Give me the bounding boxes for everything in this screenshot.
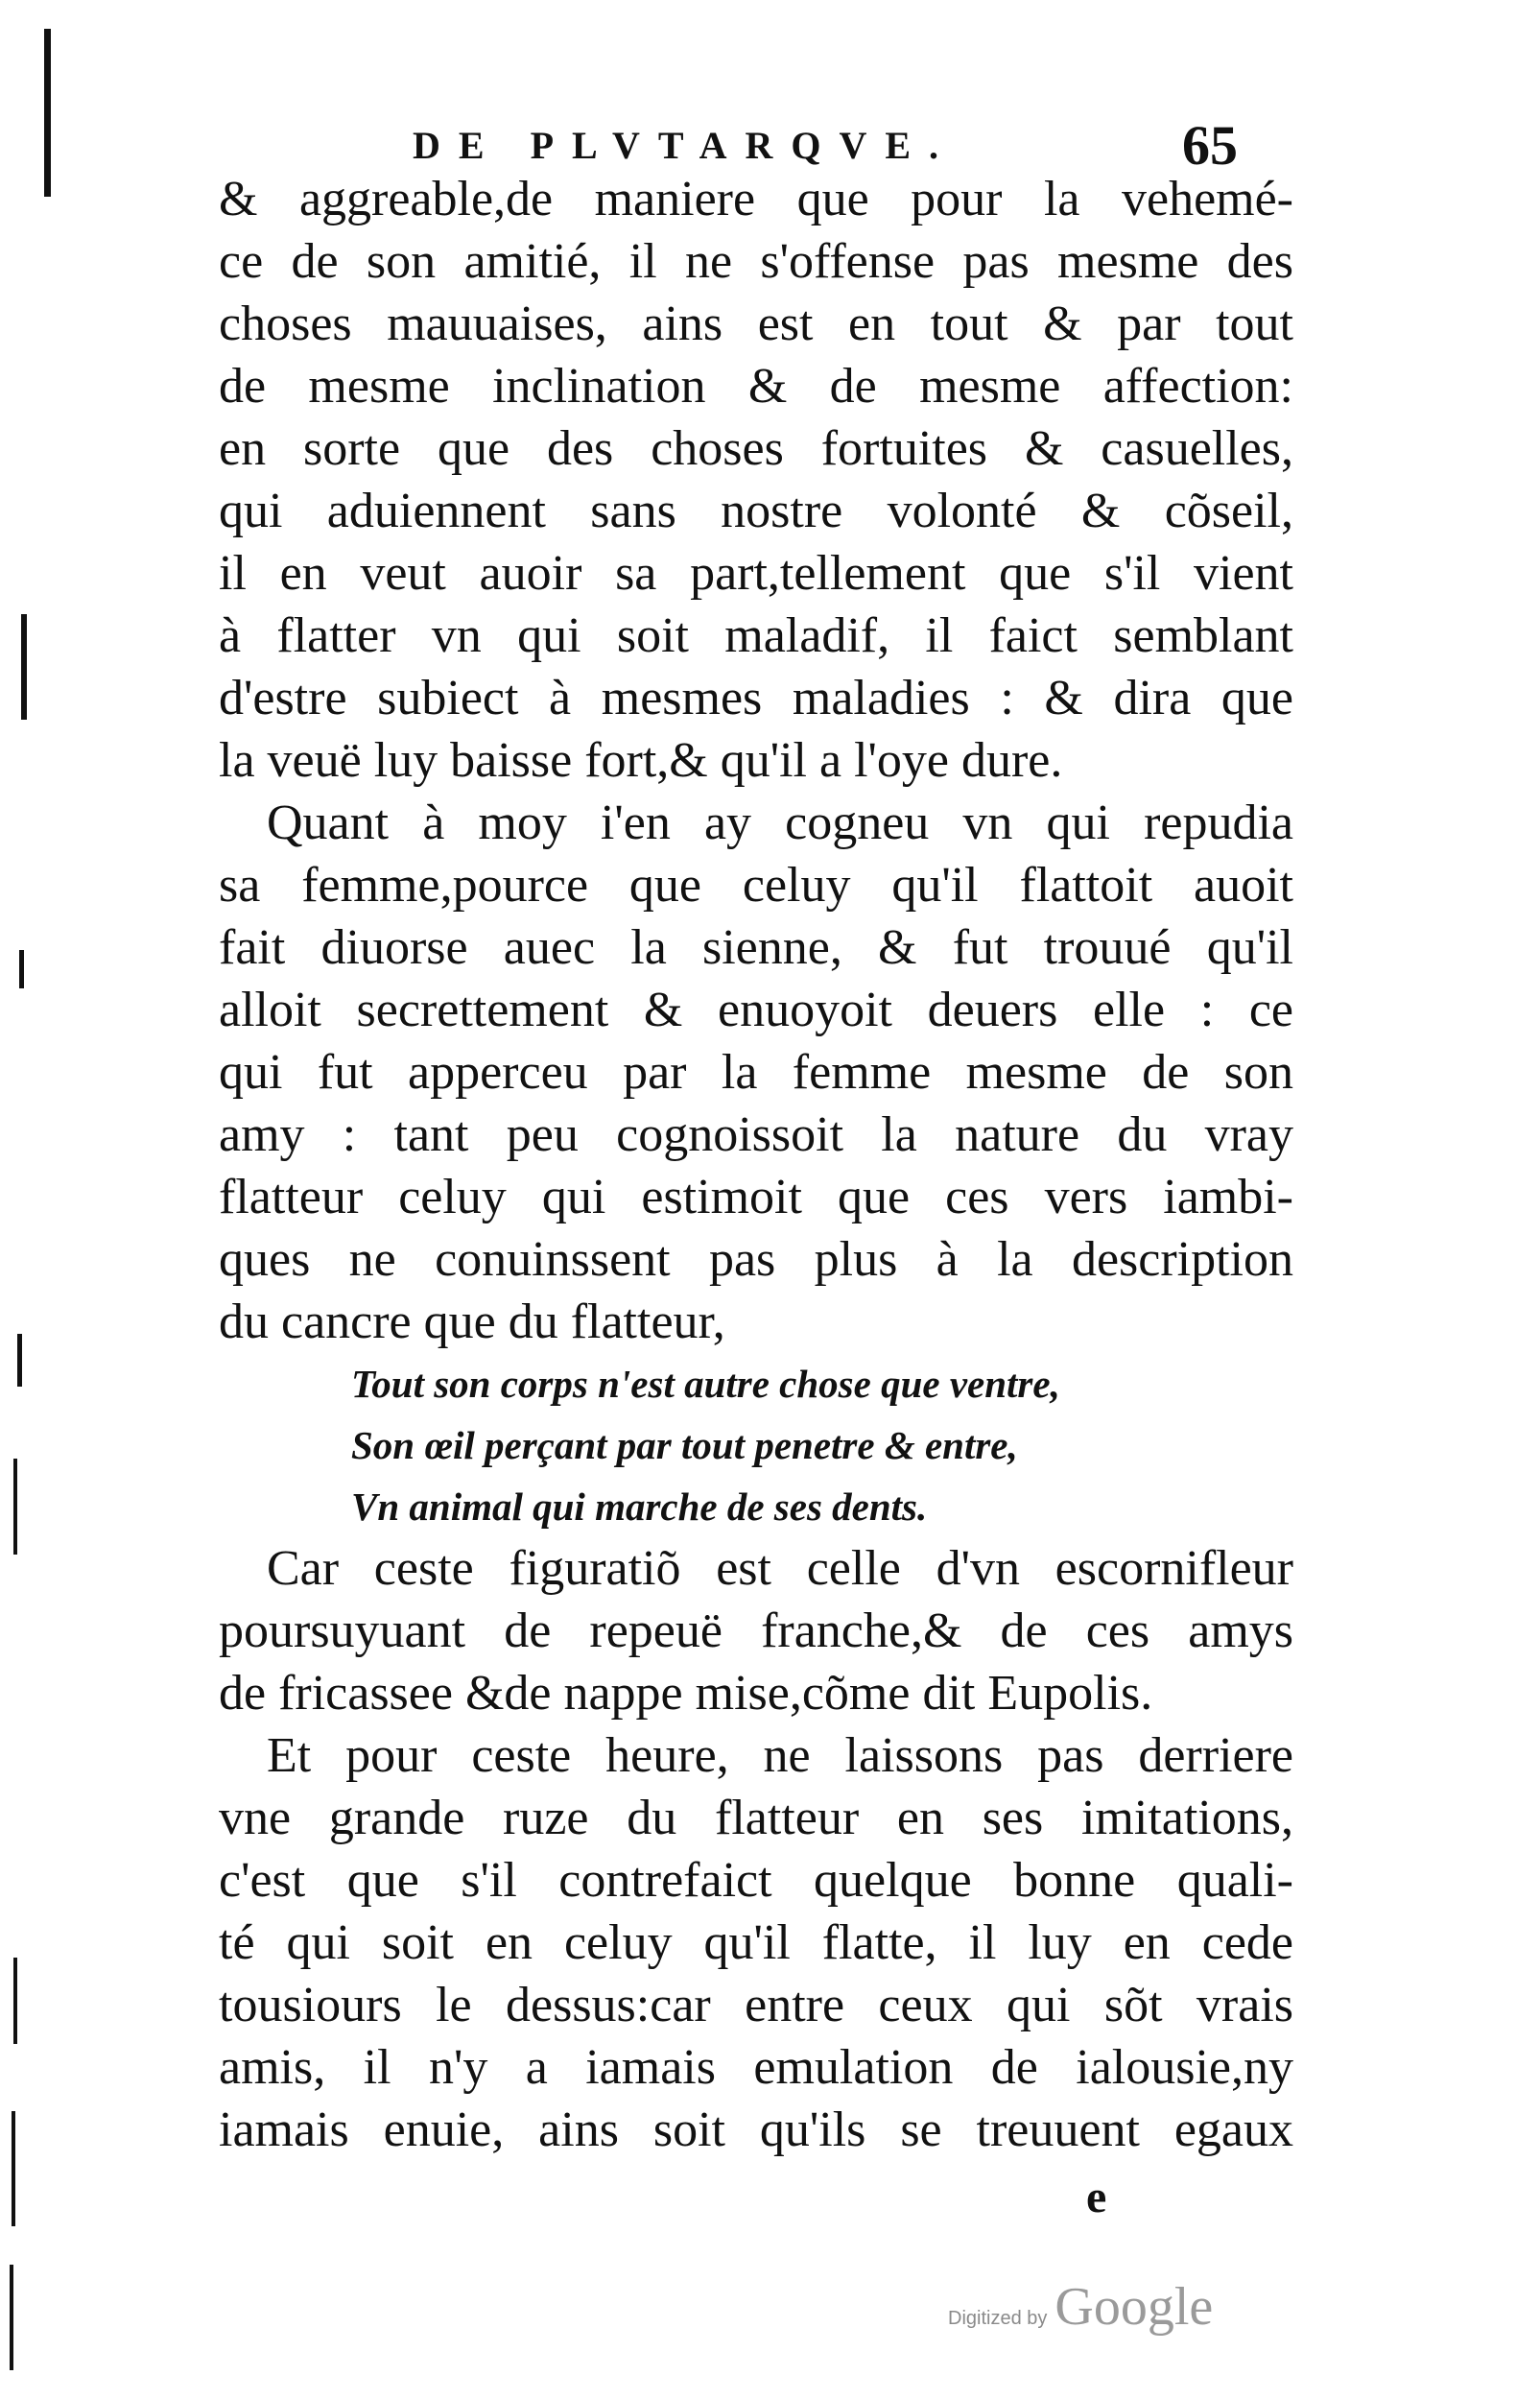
text-line: ce de son amitié, il ne s'offense pas mesme des xyxy=(219,234,1293,289)
text-line: ques ne conuinssent pas plus à la description xyxy=(219,1232,1293,1287)
binding-edge-mark xyxy=(19,950,24,988)
watermark-prefix: Digitized by xyxy=(948,2308,1048,2329)
text-line: flatteur celuy qui estimoit que ces vers iambi- xyxy=(219,1170,1293,1224)
text-line: il en veut auoir sa part,tellement que s'il vient xyxy=(219,546,1293,601)
binding-edge-mark xyxy=(12,2111,15,2226)
text-line: tousiours le dessus:car entre ceux qui sõt vrais xyxy=(219,1978,1293,2032)
binding-edge-mark xyxy=(21,614,27,720)
google-logo: Google xyxy=(1054,2277,1214,2337)
verse-line: Tout son corps n'est autre chose que ventre, xyxy=(351,1362,1060,1406)
running-head: DE PLVTARQVE. xyxy=(413,124,958,167)
text-line: c'est que s'il contrefaict quelque bonne quali- xyxy=(219,1853,1293,1908)
verse-line: Vn animal qui marche de ses dents. xyxy=(351,1485,928,1529)
text-line: iamais enuie, ains soit qu'ils se treuuent egaux xyxy=(219,2102,1293,2157)
signature-mark: e xyxy=(1086,2172,1107,2222)
binding-edge-mark xyxy=(13,1958,17,2044)
text-line: & aggreable,de maniere que pour la vehemé- xyxy=(219,172,1293,226)
binding-edge-mark xyxy=(13,1459,17,1555)
text-line: vne grande ruze du flatteur en ses imitations, xyxy=(219,1791,1293,1845)
binding-edge-mark xyxy=(10,2265,13,2370)
text-line: té qui soit en celuy qu'il flatte, il luy en cede xyxy=(219,1915,1293,1970)
text-line: à flatter vn qui soit maladif, il faict semblant xyxy=(219,608,1293,663)
text-line: fait diuorse auec la sienne, & fut trouué qu'il xyxy=(219,920,1293,975)
verse-line: Son œil perçant par tout penetre & entre, xyxy=(351,1423,1018,1467)
digitized-watermark xyxy=(948,2276,1213,2338)
text-line: amy : tant peu cognoissoit la nature du vray xyxy=(219,1107,1293,1162)
text-line: Car ceste figuratiõ est celle d'vn escornifleur xyxy=(267,1541,1293,1596)
text-line: qui aduiennent sans nostre volonté & cõseil, xyxy=(219,484,1293,538)
binding-edge-mark xyxy=(44,29,51,197)
text-line: en sorte que des choses fortuites & casuelles, xyxy=(219,421,1293,476)
text-line: de mesme inclination & de mesme affection: xyxy=(219,359,1293,414)
text-line: amis, il n'y a iamais emulation de ialousie,ny xyxy=(219,2040,1293,2095)
main-text xyxy=(219,168,1293,2161)
text-line: la veuë luy baisse fort,& qu'il a l'oye dure. xyxy=(219,733,1063,788)
binding-edge-mark xyxy=(17,1334,22,1387)
text-line: d'estre subiect à mesmes maladies : & dira que xyxy=(219,671,1293,725)
text-line: Et pour ceste heure, ne laissons pas derriere xyxy=(267,1728,1293,1783)
text-line: du cancre que du flatteur, xyxy=(219,1295,725,1349)
text-line: choses mauuaises, ains est en tout & par tout xyxy=(219,297,1293,351)
text-line: alloit secrettement & enuoyoit deuers elle : ce xyxy=(219,983,1293,1037)
text-line: de fricassee &de nappe mise,cõme dit Eupolis. xyxy=(219,1666,1153,1721)
text-line: sa femme,pource que celuy qu'il flattoit auoit xyxy=(219,858,1293,913)
page-number: 65 xyxy=(1182,114,1238,177)
text-line: poursuyuant de repeuë franche,& de ces amys xyxy=(219,1603,1293,1658)
text-line: qui fut apperceu par la femme mesme de son xyxy=(219,1045,1293,1100)
text-line: Quant à moy i'en ay cogneu vn qui repudia xyxy=(267,796,1293,850)
